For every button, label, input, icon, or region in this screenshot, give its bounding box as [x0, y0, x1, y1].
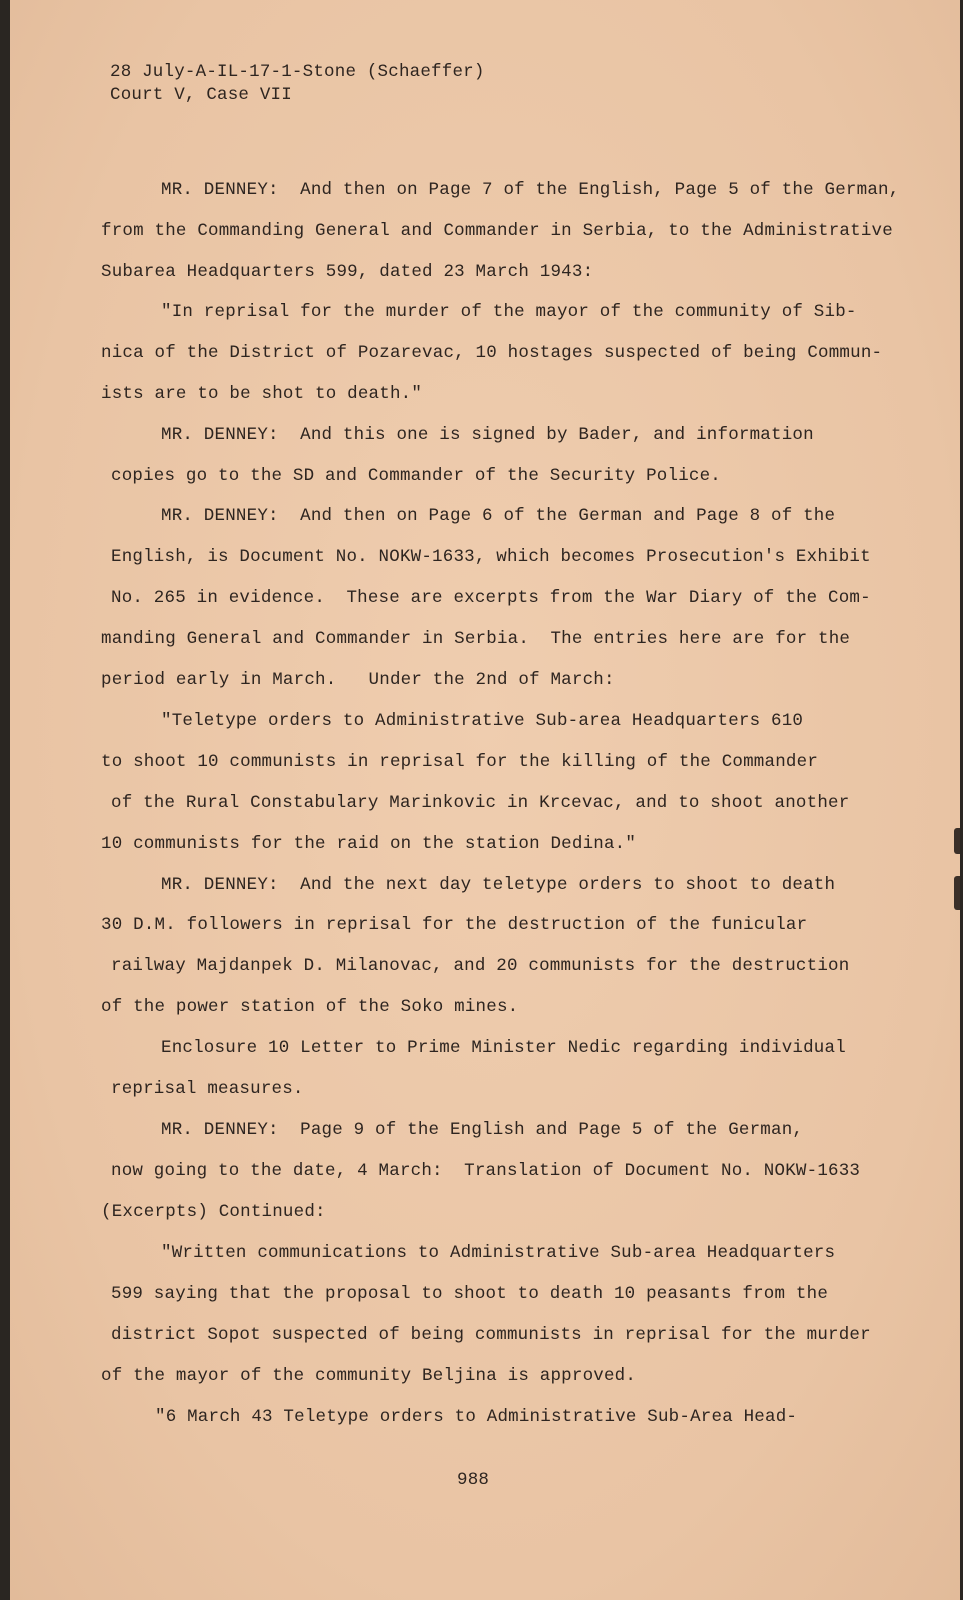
body-line: district Sopot suspected of being communists in reprisal for the murder	[111, 1325, 871, 1345]
body-line: "6 March 43 Teletype orders to Administrative Sub-Area Head-	[155, 1407, 798, 1427]
body-line: "In reprisal for the murder of the mayor of the community of Sib-	[161, 302, 857, 322]
body-line: manding General and Commander in Serbia. The entries here are for the	[101, 629, 851, 649]
body-line: from the Commanding General and Commander in Serbia, to the Administrative	[101, 221, 893, 241]
body-line: MR. DENNEY: And then on Page 6 of the German and Page 8 of the	[161, 506, 836, 526]
body-line: of the Rural Constabulary Marinkovic in Krcevac, and to shoot another	[111, 793, 850, 813]
body-line: "Written communications to Administrative Sub-area Headquarters	[161, 1243, 836, 1263]
body-line: MR. DENNEY: And this one is signed by Bader, and information	[161, 425, 814, 445]
edge-mark	[954, 828, 960, 854]
body-line: 10 communists for the raid on the station Dedina."	[101, 834, 637, 854]
body-line: railway Majdanpek D. Milanovac, and 20 communists for the destruction	[111, 956, 850, 976]
body-line: of the power station of the Soko mines.	[101, 997, 519, 1017]
header-court-case: Court V, Case VII	[110, 85, 292, 105]
page-number: 988	[457, 1470, 490, 1490]
body-line: reprisal measures.	[111, 1079, 304, 1099]
body-line: MR. DENNEY: And then on Page 7 of the English, Page 5 of the German,	[161, 180, 900, 200]
body-line: now going to the date, 4 March: Translation of Document No. NOKW-1633	[111, 1161, 861, 1181]
document-page	[10, 0, 960, 1600]
body-line: MR. DENNEY: And the next day teletype orders to shoot to death	[161, 875, 836, 895]
body-line: of the mayor of the community Beljina is approved.	[101, 1366, 637, 1386]
body-line: nica of the District of Pozarevac, 10 hostages suspected of being Commun-	[101, 343, 883, 363]
body-line: 599 saying that the proposal to shoot to death 10 peasants from the	[111, 1284, 829, 1304]
body-line: 30 D.M. followers in reprisal for the destruction of the funicular	[101, 915, 808, 935]
body-line: to shoot 10 communists in reprisal for the killing of the Commander	[101, 752, 819, 772]
body-line: copies go to the SD and Commander of the Security Police.	[111, 466, 721, 486]
body-line: MR. DENNEY: Page 9 of the English and Page 5 of the German,	[161, 1120, 804, 1140]
edge-mark	[954, 876, 960, 910]
body-line: "Teletype orders to Administrative Sub-area Headquarters 610	[161, 711, 804, 731]
body-line: ists are to be shot to death."	[101, 384, 423, 404]
body-line: (Excerpts) Continued:	[101, 1202, 326, 1222]
body-line: period early in March. Under the 2nd of March:	[101, 670, 615, 690]
body-line: Subarea Headquarters 599, dated 23 March 1943:	[101, 262, 594, 282]
header-reference: 28 July-A-IL-17-1-Stone (Schaeffer)	[110, 62, 485, 82]
body-line: No. 265 in evidence. These are excerpts from the War Diary of the Com-	[111, 588, 871, 608]
body-line: Enclosure 10 Letter to Prime Minister Nedic regarding individual	[161, 1038, 846, 1058]
body-line: English, is Document No. NOKW-1633, which becomes Prosecution's Exhibit	[111, 547, 871, 567]
